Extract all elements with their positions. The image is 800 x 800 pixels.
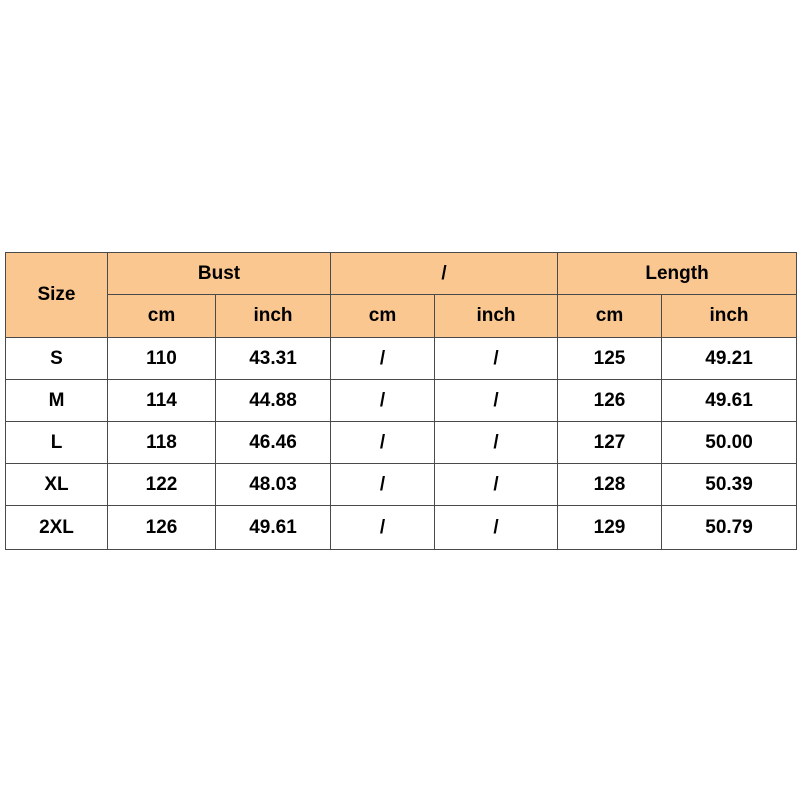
value-cell: 114 bbox=[108, 380, 216, 422]
value-cell: / bbox=[435, 464, 558, 506]
table-row bbox=[6, 338, 797, 380]
size-cell: L bbox=[6, 422, 108, 464]
table-row bbox=[6, 422, 797, 464]
header-row-units bbox=[6, 295, 797, 338]
unit-header: cm bbox=[558, 295, 662, 338]
group-header-blank: / bbox=[331, 253, 558, 295]
value-cell: 50.39 bbox=[662, 464, 797, 506]
value-cell: 125 bbox=[558, 338, 662, 380]
table-row bbox=[6, 506, 797, 550]
size-chart-table bbox=[5, 252, 797, 550]
table-row bbox=[6, 464, 797, 506]
size-header: Size bbox=[6, 253, 108, 338]
value-cell: 48.03 bbox=[216, 464, 331, 506]
value-cell: 44.88 bbox=[216, 380, 331, 422]
group-header-bust: Bust bbox=[108, 253, 331, 295]
unit-header: inch bbox=[435, 295, 558, 338]
value-cell: 127 bbox=[558, 422, 662, 464]
value-cell: / bbox=[435, 380, 558, 422]
value-cell: 50.00 bbox=[662, 422, 797, 464]
value-cell: 126 bbox=[108, 506, 216, 550]
value-cell: / bbox=[331, 506, 435, 550]
size-cell: XL bbox=[6, 464, 108, 506]
value-cell: 46.46 bbox=[216, 422, 331, 464]
value-cell: / bbox=[435, 422, 558, 464]
value-cell: 126 bbox=[558, 380, 662, 422]
size-cell: M bbox=[6, 380, 108, 422]
table-row bbox=[6, 380, 797, 422]
value-cell: / bbox=[331, 422, 435, 464]
header-row-groups bbox=[6, 253, 797, 295]
unit-header: inch bbox=[662, 295, 797, 338]
value-cell: 49.61 bbox=[662, 380, 797, 422]
size-cell: S bbox=[6, 338, 108, 380]
value-cell: / bbox=[435, 338, 558, 380]
unit-header: inch bbox=[216, 295, 331, 338]
value-cell: 110 bbox=[108, 338, 216, 380]
value-cell: 129 bbox=[558, 506, 662, 550]
value-cell: 118 bbox=[108, 422, 216, 464]
value-cell: / bbox=[331, 380, 435, 422]
value-cell: 49.21 bbox=[662, 338, 797, 380]
value-cell: / bbox=[435, 506, 558, 550]
unit-header: cm bbox=[108, 295, 216, 338]
value-cell: / bbox=[331, 464, 435, 506]
value-cell: / bbox=[331, 338, 435, 380]
value-cell: 128 bbox=[558, 464, 662, 506]
value-cell: 49.61 bbox=[216, 506, 331, 550]
value-cell: 122 bbox=[108, 464, 216, 506]
group-header-length: Length bbox=[558, 253, 797, 295]
size-cell: 2XL bbox=[6, 506, 108, 550]
value-cell: 43.31 bbox=[216, 338, 331, 380]
unit-header: cm bbox=[331, 295, 435, 338]
value-cell: 50.79 bbox=[662, 506, 797, 550]
